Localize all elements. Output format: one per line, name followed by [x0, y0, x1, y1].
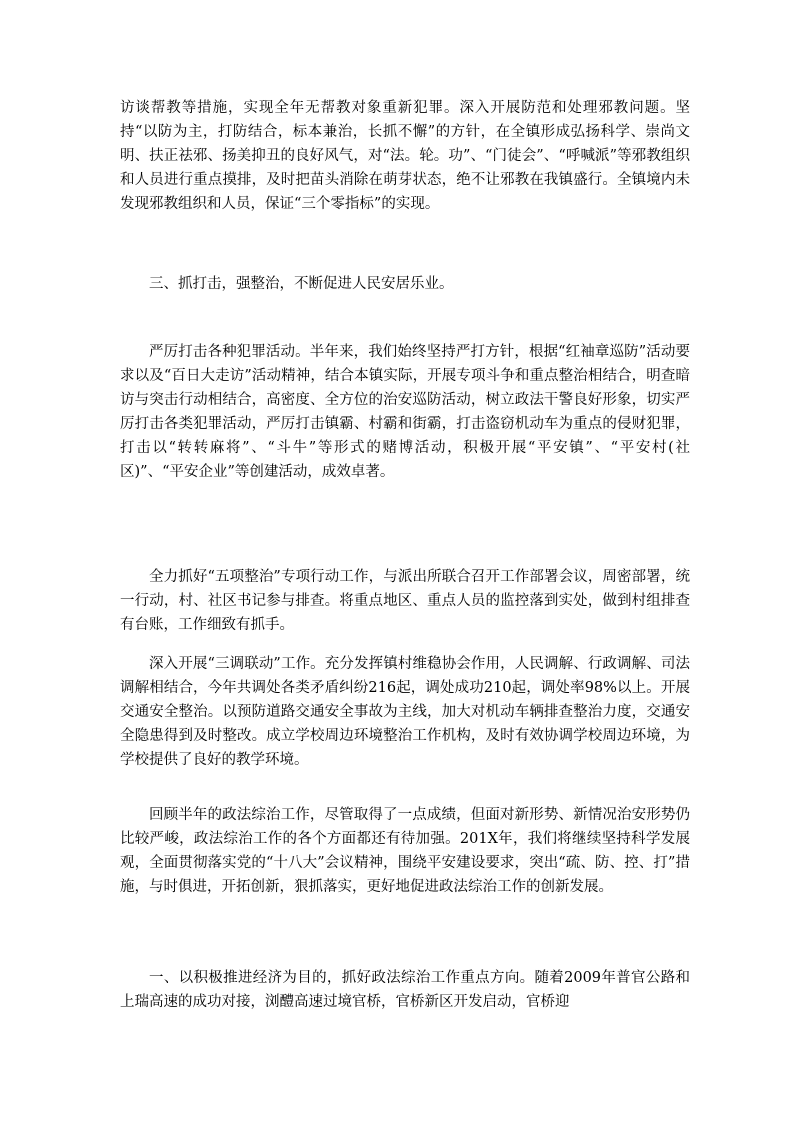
- paragraph-anti-cult: 访谈帮教等措施，实现全年无帮教对象重新犯罪。深入开展防范和处理邪教问题。坚持“以防为主，打防结合，标本兼治，长抓不懈”的方针，在全镇形成弘扬科学、崇尚文明、扶正祛邪、扬美抑丑的良好风气，对“法。轮。功”、“门徒会”、“呼喊派”等邪教组织和人员进行重点摸排，及时把苗头消除在萌芽状态，绝不让邪教在我镇盛行。全镇境内未发现邪教组织和人员，保证“三个零指标”的实现。: [120, 100, 690, 212]
- section-heading-crackdown: 三、抓打击，强整治，不断促进人民安居乐业。: [149, 276, 454, 292]
- paragraph-review: 回顾半年的政法综治工作，尽管取得了一点成绩，但面对新形势、新情况治安形势仍比较严峻，政法综治工作的各个方面都还有待加强。201X年，我们将继续坚持科学发展观，全面贯彻落实党的“十八大”会议精神，围绕平安建设要求，突出“疏、防、控、打”措施，与时俱进，开拓创新，狠抓落实，更好地促进政法综治工作的创新发展。: [120, 807, 690, 895]
- paragraph-three-mediation: 深入开展“三调联动”工作。充分发挥镇村维稳协会作用，人民调解、行政调解、司法调解相结合，今年共调处各类矛盾纠纷216起，调处成功210起，调处率98%以上。开展交通安全整治。以预防道路交通安全事故为主线，加大对机动车辆排查整治力度，交通安全隐患得到及时整改。成立学校周边环境整治工作机构，及时有效协调学校周边环境，为学校提供了良好的教学环境。: [120, 656, 690, 768]
- paragraph-economy-focus: 一、以积极推进经济为目的，抓好政法综治工作重点方向。随着2009年普官公路和上瑞高速的成功对接，浏醴高速过境官桥，官桥新区开发启动，官桥迎: [120, 970, 690, 1010]
- paragraph-five-rectifications: 全力抓好“五项整治”专项行动工作，与派出所联合召开工作部署会议，周密部署，统一行动，村、社区书记参与排查。将重点地区、重点人员的监控落到实处，做到村组排查有台账，工作细致有抓手。: [120, 569, 690, 633]
- paragraph-crime-crackdown: 严厉打击各种犯罪活动。半年来，我们始终坚持严打方针，根据“红袖章巡防”活动要求以及“百日大走访”活动精神，结合本镇实际，开展专项斗争和重点整治相结合，明查暗访与突击行动相结合，高密度、全方位的治安巡防活动，树立政法干警良好形象，切实严厉打击各类犯罪活动，严厉打击镇霸、村霸和街霸，打击盗窃机动车为重点的侵财犯罪，打击以“转转麻将”、“斗牛”等形式的赌博活动，积极开展“平安镇”、“平安村(社区)”、“平安企业”等创建活动，成效卓著。: [120, 344, 690, 480]
